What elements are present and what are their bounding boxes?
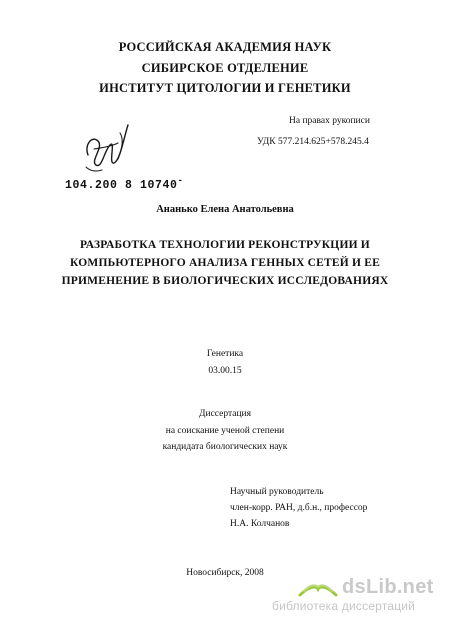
specialty-name: Генетика	[206, 349, 244, 359]
book-icon	[298, 577, 338, 599]
library-stamp-number: 104.200 8 10740-	[65, 176, 184, 192]
supervisor-rank: член-корр. РАН, д.б.н., профессор	[230, 503, 368, 513]
institution-line-1: РОССИЙСКАЯ АКАДЕМИЯ НАУК	[118, 40, 332, 54]
thesis-title-line-2: КОМПЬЮТЕРНОГО АНАЛИЗА ГЕННЫХ СЕТЕЙ И ЕЕ	[70, 257, 380, 269]
thesis-title-line-1: РАЗРАБОТКА ТЕХНОЛОГИИ РЕКОНСТРУКЦИИ И	[80, 239, 370, 251]
thesis-title-line-3: ПРИМЕНЕНИЕ В БИОЛОГИЧЕСКИХ ИССЛЕДОВАНИЯХ	[61, 275, 389, 287]
supervisor-label: Научный руководитель	[230, 487, 324, 497]
supervisor-name: Н.А. Колчанов	[230, 519, 290, 529]
dslib-watermark[interactable]	[298, 576, 434, 599]
signature-icon	[80, 115, 138, 177]
library-stamp-text: 104.200 8 10740	[65, 178, 178, 192]
watermark-tagline: библиотека диссертаций	[272, 599, 416, 613]
degree-purpose: на соискание ученой степени	[165, 426, 285, 436]
watermark-brand: dsLib.net	[342, 576, 434, 598]
author-name: Ананько Елена Анатольевна	[156, 204, 294, 215]
institution-line-2: СИБИРСКОЕ ОТДЕЛЕНИЕ	[141, 61, 309, 75]
place-year: Новосибирск, 2008	[186, 568, 264, 578]
dissertation-label: Диссертация	[199, 409, 251, 419]
specialty-code: 03.00.15	[208, 366, 242, 376]
manuscript-rights-label: На правах рукописи	[289, 116, 370, 126]
institution-line-3: ИНСТИТУТ ЦИТОЛОГИИ И ГЕНЕТИКИ	[99, 81, 351, 95]
degree-name: кандидата биологических наук	[162, 442, 288, 452]
udk-code: УДК 577.214.625+578.245.4	[257, 137, 369, 147]
